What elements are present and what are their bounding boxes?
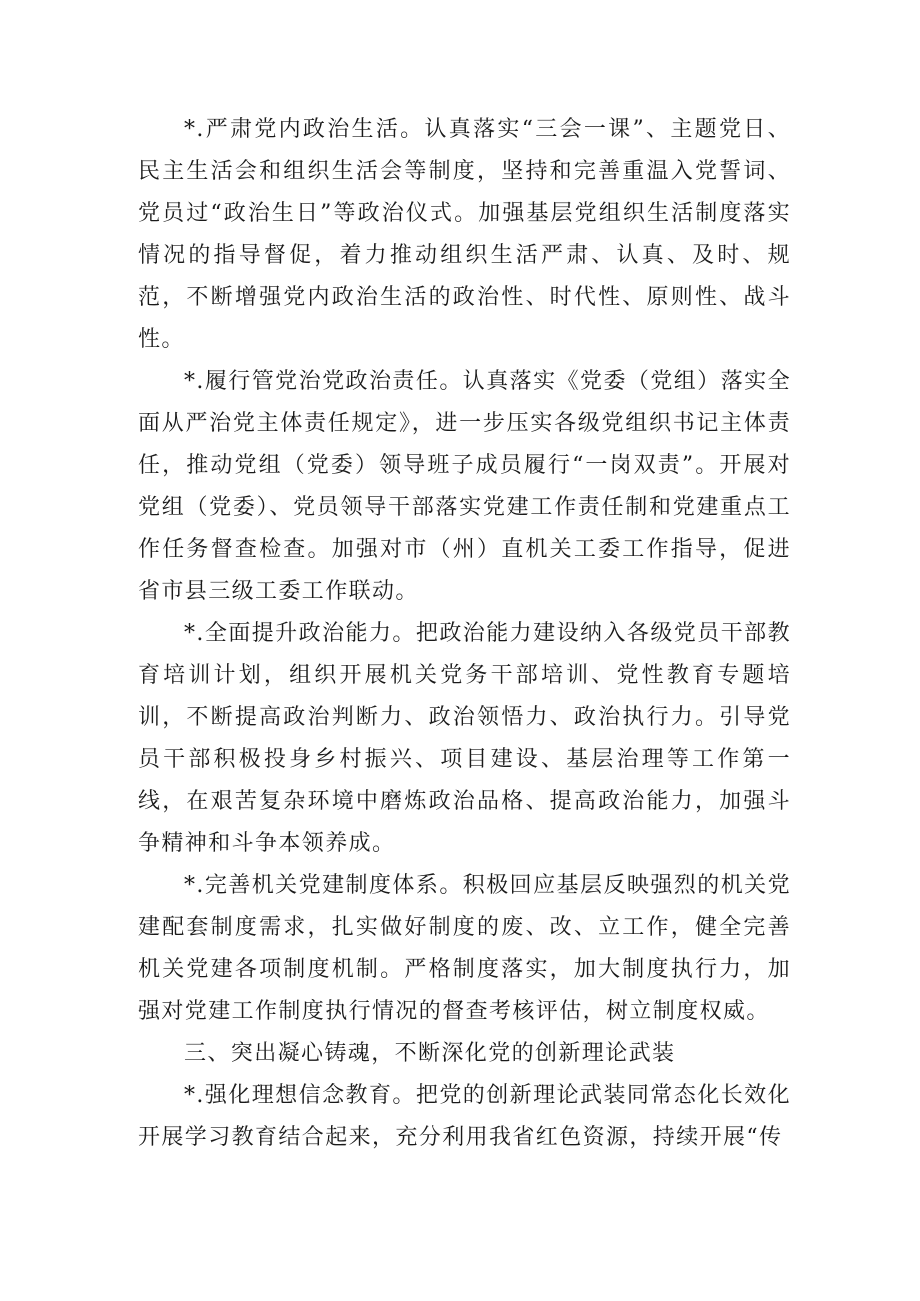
paragraph-political-capability: *.全面提升政治能力。把政治能力建设纳入各级党员干部教育培训计划，组织开展机关党务干部培训、党性教育专题培训，不断提高政治判断力、政治领悟力、政治执行力。引导党员干部积极投身乡村振兴、项目建设、基层治理等工作第一线，在艰苦复杂环境中磨炼政治品格、提高政治能力，加强斗争精神和斗争本领养成。 bbox=[138, 621, 791, 856]
paragraph-ideal-belief: *.强化理想信念教育。把党的创新理论武装同常态化长效化开展学习教育结合起来，充分利用我省红色资源，持续开展“传 bbox=[138, 1083, 791, 1150]
paragraph-institution-system: *.完善机关党建制度体系。积极回应基层反映强烈的机关党建配套制度需求，扎实做好制度的废、改、立工作，健全完善机关党建各项制度机制。严格制度落实，加大制度执行力，加强对党建工作制度执行情况的督查考核评估，树立制度权威。 bbox=[138, 873, 791, 1024]
paragraph-political-life: *.严肃党内政治生活。认真落实“三会一课”、主题党日、民主生活会和组织生活会等制度，坚持和完善重温入党誓词、党员过“政治生日”等政治仪式。加强基层党组织生活制度落实情况的指导督促，着力推动组织生活严肃、认真、及时、规范，不断增强党内政治生活的政治性、时代性、原则性、战斗性。 bbox=[138, 117, 791, 352]
paragraph-party-responsibility: *.履行管党治党政治责任。认真落实《党委（党组）落实全面从严治党主体责任规定》，进一步压实各级党组织书记主体责任，推动党组（党委）领导班子成员履行“一岗双责”。开展对党组（党委）、党员领导干部落实党建工作责任制和党建重点工作任务督查检查。加强对市（州）直机关工委工作指导，促进省市县三级工委工作联动。 bbox=[138, 369, 791, 604]
section-heading: 三、突出凝心铸魂，不断深化党的创新理论武装 bbox=[184, 1041, 676, 1066]
document-body bbox=[138, 109, 791, 1159]
